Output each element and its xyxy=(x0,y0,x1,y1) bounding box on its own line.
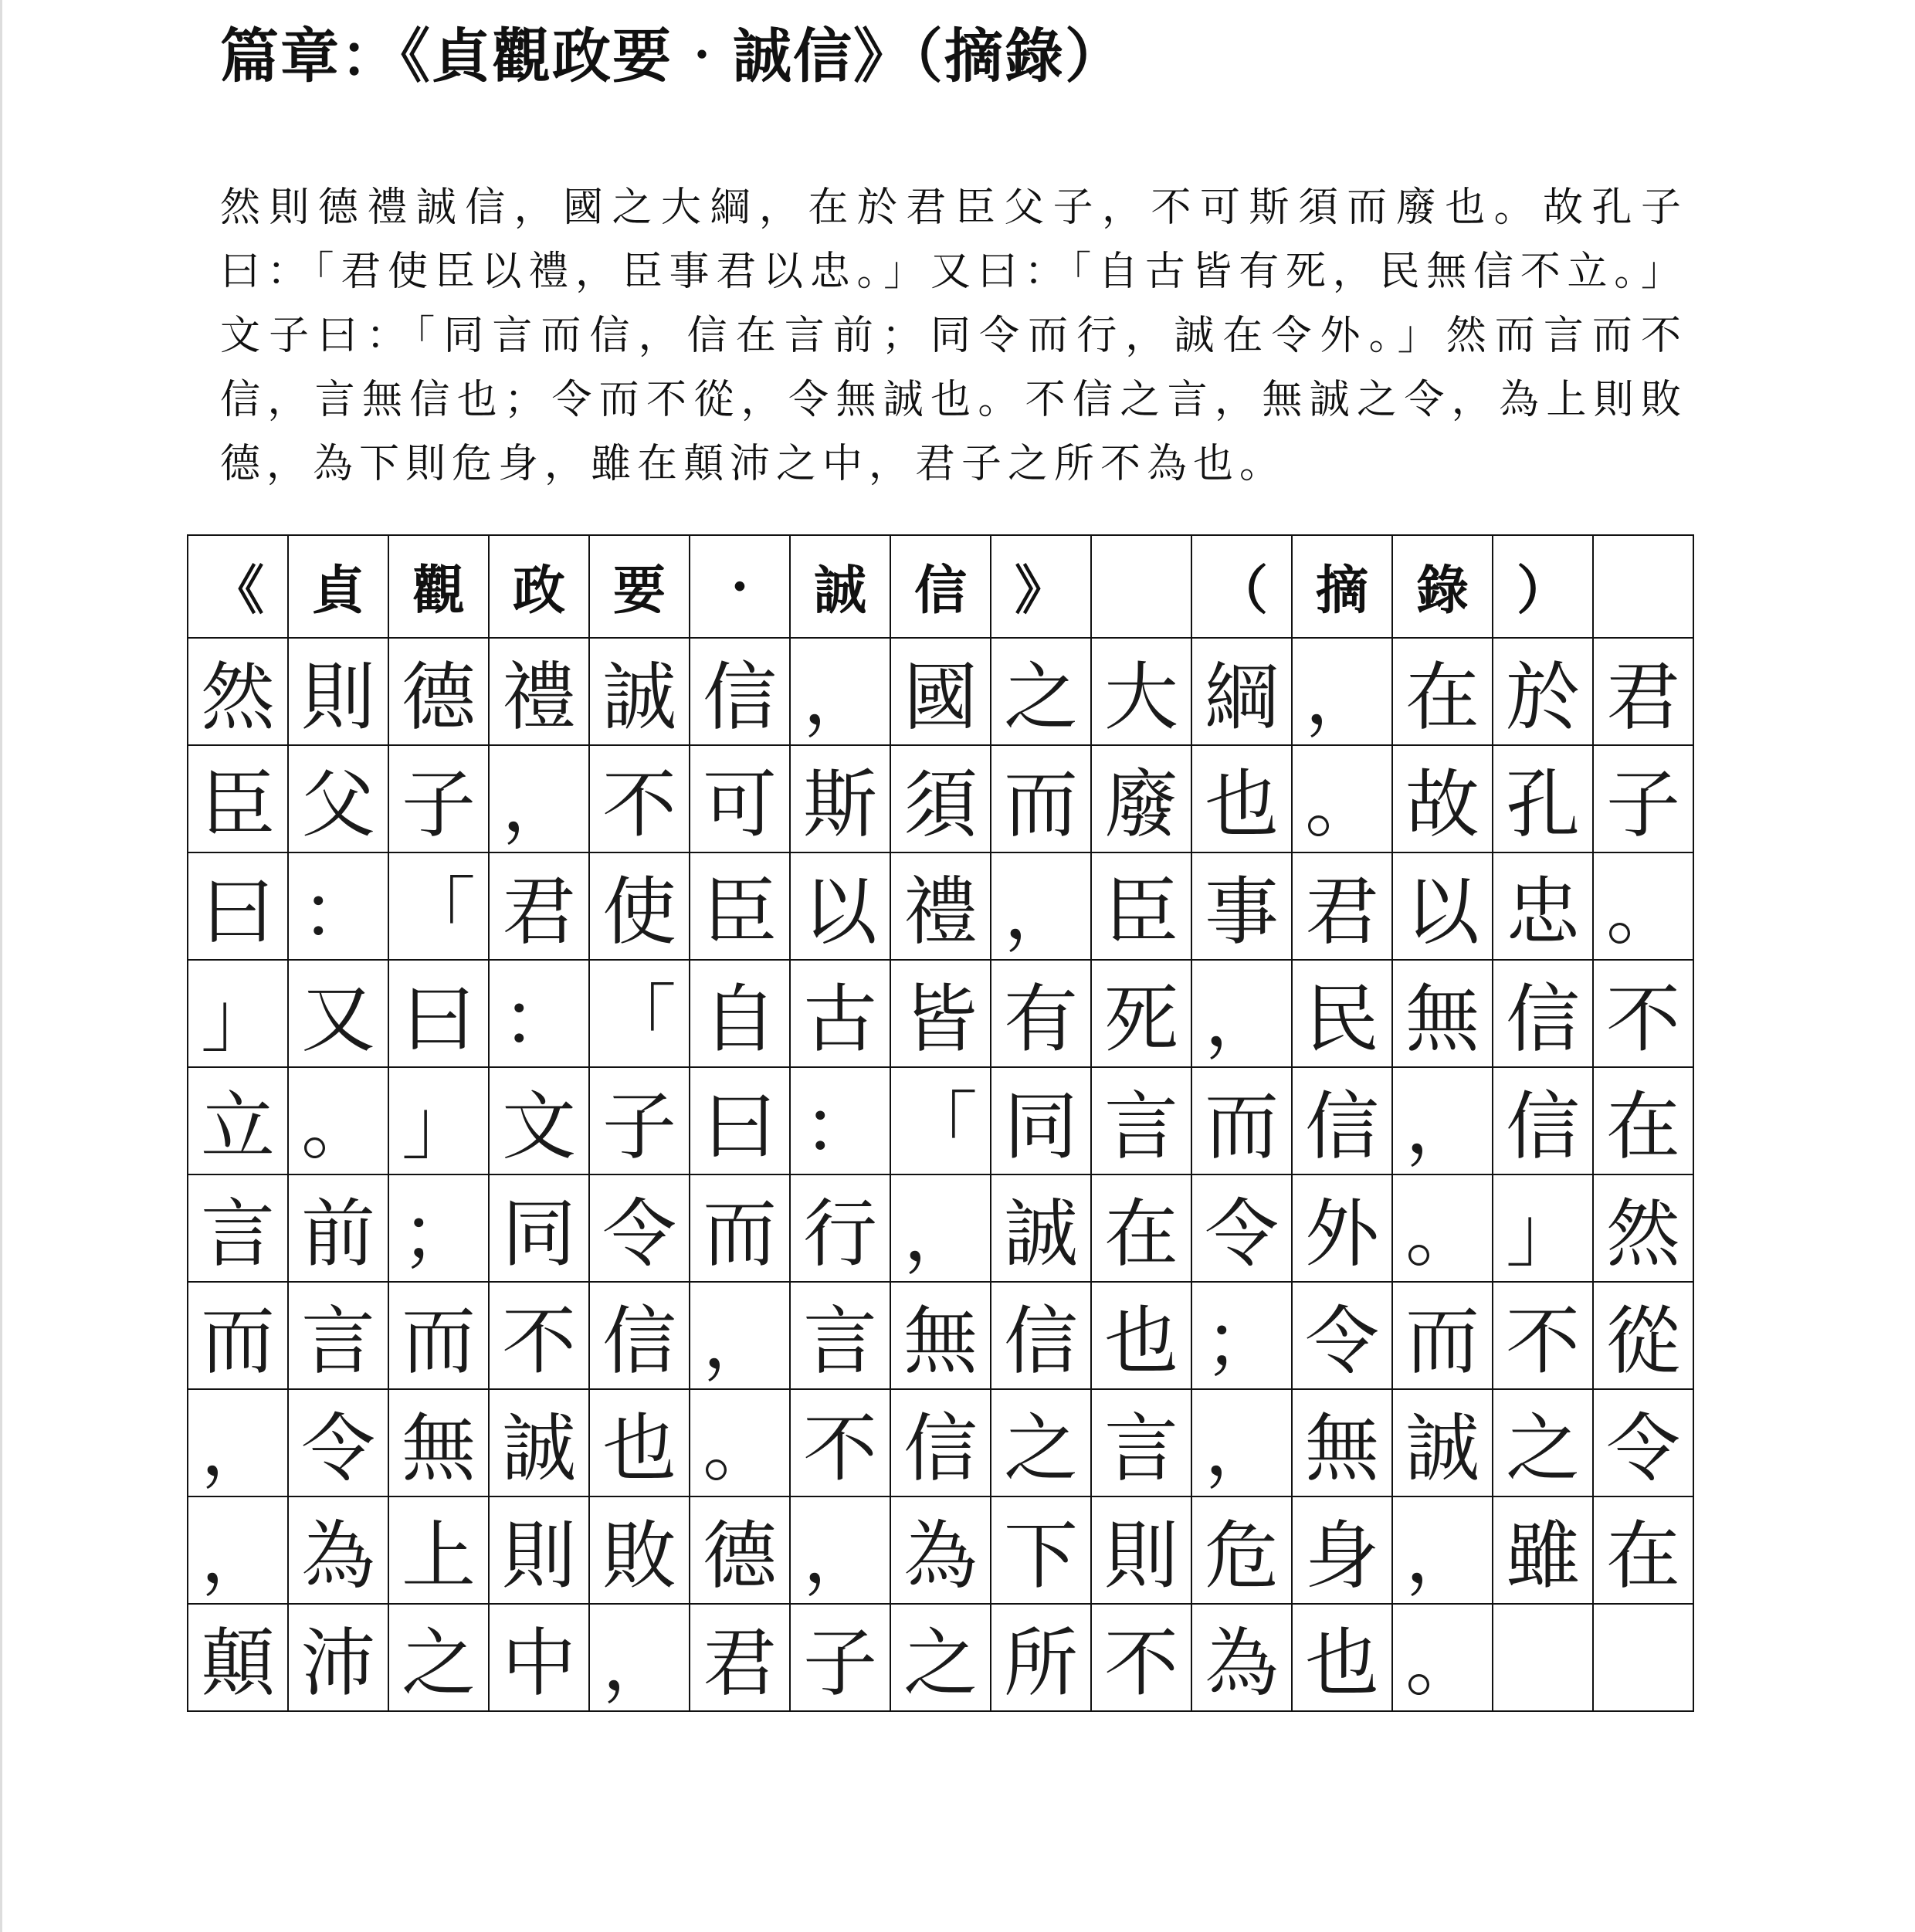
grid-cell: 則 xyxy=(489,1496,589,1604)
grid-header-cell: 摘 xyxy=(1292,535,1392,638)
grid-cell: ； xyxy=(1191,1282,1292,1389)
grid-cell: 同 xyxy=(991,1067,1091,1174)
grid-cell: 民 xyxy=(1292,960,1392,1067)
grid-cell: 也 xyxy=(1091,1282,1191,1389)
grid-cell: 禮 xyxy=(489,638,589,745)
grid-header-cell: 要 xyxy=(589,535,690,638)
grid-cell: 。 xyxy=(1392,1174,1493,1282)
grid-cell: 德 xyxy=(388,638,489,745)
grid-cell: 身 xyxy=(1292,1496,1392,1604)
grid-cell: 敗 xyxy=(589,1496,690,1604)
passage-text: 然則德禮誠信，國之大綱，在於君臣父子，不可斯須而廢也。故孔子曰：「君使臣以禮，臣事君以忠。」又曰：「自古皆有死，民無信不立。」文子曰：「同言而信，信在言前；同令而行，誠在令外。」然而言而不信，言無信也；令而不從，令無誠也。不信之言，無誠之令，為上則敗德，為下則危身，雖在顛沛之中，君子之所不為也。 xyxy=(220,185,1687,487)
grid-cell: 顛 xyxy=(188,1604,288,1711)
grid-cell: 」 xyxy=(188,960,288,1067)
grid-row xyxy=(188,638,1693,745)
grid-cell: ， xyxy=(1191,960,1292,1067)
grid-cell: 誠 xyxy=(1392,1389,1493,1496)
grid-cell: 以 xyxy=(1392,852,1493,960)
grid-cell: 「 xyxy=(589,960,690,1067)
grid-cell: 死 xyxy=(1091,960,1191,1067)
grid-row xyxy=(188,1174,1693,1282)
grid-cell: 在 xyxy=(1392,638,1493,745)
grid-cell: 」 xyxy=(388,1067,489,1174)
grid-cell: 誠 xyxy=(589,638,690,745)
grid-cell: 德 xyxy=(690,1496,790,1604)
grid-cell: 無 xyxy=(388,1389,489,1496)
grid-cell: 之 xyxy=(1493,1389,1593,1496)
grid-cell: 君 xyxy=(1292,852,1392,960)
grid-cell: 「 xyxy=(388,852,489,960)
grid-cell: 無 xyxy=(1292,1389,1392,1496)
grid-header-row xyxy=(188,535,1693,638)
grid-header-cell: （ xyxy=(1191,535,1292,638)
grid-cell: ， xyxy=(1191,1389,1292,1496)
grid-cell: 立 xyxy=(188,1067,288,1174)
grid-header-cell: 觀 xyxy=(388,535,489,638)
grid-cell: 上 xyxy=(388,1496,489,1604)
grid-cell: ； xyxy=(388,1174,489,1282)
grid-cell: ， xyxy=(790,1496,890,1604)
grid-row xyxy=(188,852,1693,960)
grid-cell: 信 xyxy=(890,1389,991,1496)
grid-cell: 言 xyxy=(1091,1067,1191,1174)
grid-cell: ， xyxy=(890,1174,991,1282)
grid-cell: 子 xyxy=(589,1067,690,1174)
grid-cell: 而 xyxy=(1392,1282,1493,1389)
grid-cell: 而 xyxy=(188,1282,288,1389)
grid-cell: 不 xyxy=(489,1282,589,1389)
grid-cell: 又 xyxy=(288,960,388,1067)
grid-header-cell xyxy=(1091,535,1191,638)
grid-cell xyxy=(1493,1604,1593,1711)
grid-cell: 言 xyxy=(790,1282,890,1389)
grid-cell: 臣 xyxy=(188,745,288,852)
writing-grid xyxy=(187,534,1694,1712)
grid-cell: 臣 xyxy=(690,852,790,960)
grid-row xyxy=(188,1496,1693,1604)
grid-cell: 言 xyxy=(188,1174,288,1282)
grid-cell: 曰 xyxy=(690,1067,790,1174)
grid-cell: 。 xyxy=(1392,1604,1493,1711)
grid-cell: 然 xyxy=(188,638,288,745)
grid-cell: 在 xyxy=(1593,1496,1693,1604)
grid-cell: 也 xyxy=(1292,1604,1392,1711)
grid-cell: 行 xyxy=(790,1174,890,1282)
grid-cell: 為 xyxy=(890,1496,991,1604)
grid-cell: ， xyxy=(790,638,890,745)
grid-row xyxy=(188,1389,1693,1496)
grid-cell: 大 xyxy=(1091,638,1191,745)
grid-cell: 信 xyxy=(690,638,790,745)
grid-cell: 自 xyxy=(690,960,790,1067)
grid-row xyxy=(188,1067,1693,1174)
grid-cell: 所 xyxy=(991,1604,1091,1711)
grid-cell: 信 xyxy=(1292,1067,1392,1174)
grid-cell: 信 xyxy=(1493,960,1593,1067)
grid-header-cell: 》 xyxy=(991,535,1091,638)
grid-cell: 。 xyxy=(1593,852,1693,960)
grid-cell: 故 xyxy=(1392,745,1493,852)
grid-cell: 信 xyxy=(1493,1067,1593,1174)
grid-cell: 孔 xyxy=(1493,745,1593,852)
grid-cell: 事 xyxy=(1191,852,1292,960)
grid-cell: 信 xyxy=(589,1282,690,1389)
grid-cell: ， xyxy=(188,1496,288,1604)
grid-cell: ： xyxy=(489,960,589,1067)
grid-header-cell: ） xyxy=(1493,535,1593,638)
grid-cell: 前 xyxy=(288,1174,388,1282)
grid-cell: 古 xyxy=(790,960,890,1067)
grid-cell: 「 xyxy=(890,1067,991,1174)
grid-cell: 禮 xyxy=(890,852,991,960)
grid-cell: 同 xyxy=(489,1174,589,1282)
grid-cell: 於 xyxy=(1493,638,1593,745)
grid-cell: ： xyxy=(288,852,388,960)
grid-header-cell: 政 xyxy=(489,535,589,638)
grid-header-cell: 《 xyxy=(188,535,288,638)
grid-cell: 為 xyxy=(288,1496,388,1604)
grid-cell: ， xyxy=(991,852,1091,960)
grid-cell: 君 xyxy=(690,1604,790,1711)
grid-header-cell: 錄 xyxy=(1392,535,1493,638)
grid-cell: ， xyxy=(489,745,589,852)
grid-cell: ， xyxy=(690,1282,790,1389)
grid-cell: 無 xyxy=(890,1282,991,1389)
grid-cell: 在 xyxy=(1593,1067,1693,1174)
grid-cell: 君 xyxy=(489,852,589,960)
grid-cell: 。 xyxy=(690,1389,790,1496)
grid-cell: ， xyxy=(1292,638,1392,745)
grid-cell: 子 xyxy=(790,1604,890,1711)
grid-cell: 廢 xyxy=(1091,745,1191,852)
grid-cell: 綱 xyxy=(1191,638,1292,745)
grid-row xyxy=(188,1604,1693,1711)
grid-cell: 使 xyxy=(589,852,690,960)
grid-cell: 之 xyxy=(890,1604,991,1711)
grid-cell: 曰 xyxy=(188,852,288,960)
grid-cell: 。 xyxy=(1292,745,1392,852)
grid-header-cell: 信 xyxy=(890,535,991,638)
grid-cell: 之 xyxy=(991,638,1091,745)
grid-cell: 也 xyxy=(589,1389,690,1496)
grid-cell: 也 xyxy=(1191,745,1292,852)
grid-cell: 則 xyxy=(1091,1496,1191,1604)
grid-cell: 下 xyxy=(991,1496,1091,1604)
grid-cell: 國 xyxy=(890,638,991,745)
grid-cell: 為 xyxy=(1191,1604,1292,1711)
grid-cell: 之 xyxy=(991,1389,1091,1496)
grid-cell: 。 xyxy=(288,1067,388,1174)
grid-cell: ， xyxy=(1392,1496,1493,1604)
grid-cell: 之 xyxy=(388,1604,489,1711)
grid-header-cell: · xyxy=(690,535,790,638)
grid-cell: 有 xyxy=(991,960,1091,1067)
grid-cell: 皆 xyxy=(890,960,991,1067)
grid-cell: ， xyxy=(589,1604,690,1711)
grid-cell xyxy=(1593,1604,1693,1711)
page-edge-rule xyxy=(0,0,2,1932)
grid-cell: 斯 xyxy=(790,745,890,852)
grid-cell: 誠 xyxy=(991,1174,1091,1282)
grid-cell: 從 xyxy=(1593,1282,1693,1389)
grid-cell: ： xyxy=(790,1067,890,1174)
grid-header-cell: 誠 xyxy=(790,535,890,638)
grid-cell: 中 xyxy=(489,1604,589,1711)
grid-cell: 誠 xyxy=(489,1389,589,1496)
grid-header-cell xyxy=(1593,535,1693,638)
grid-cell: 而 xyxy=(991,745,1091,852)
grid-cell: 以 xyxy=(790,852,890,960)
grid-cell: 臣 xyxy=(1091,852,1191,960)
grid-cell: 父 xyxy=(288,745,388,852)
grid-cell: 危 xyxy=(1191,1496,1292,1604)
grid-cell: 則 xyxy=(288,638,388,745)
grid-cell: 曰 xyxy=(388,960,489,1067)
grid-header-cell: 貞 xyxy=(288,535,388,638)
grid-cell: 不 xyxy=(589,745,690,852)
grid-cell: 令 xyxy=(1191,1174,1292,1282)
grid-cell: 令 xyxy=(288,1389,388,1496)
grid-cell: 須 xyxy=(890,745,991,852)
grid-cell: 不 xyxy=(1593,960,1693,1067)
grid-cell: 無 xyxy=(1392,960,1493,1067)
grid-row xyxy=(188,960,1693,1067)
grid-row xyxy=(188,1282,1693,1389)
grid-cell: 信 xyxy=(991,1282,1091,1389)
grid-cell: 忠 xyxy=(1493,852,1593,960)
grid-cell: 不 xyxy=(1091,1604,1191,1711)
grid-cell: 言 xyxy=(288,1282,388,1389)
grid-cell: 不 xyxy=(790,1389,890,1496)
grid-cell: ， xyxy=(1392,1067,1493,1174)
grid-cell: 而 xyxy=(1191,1067,1292,1174)
grid-cell: 雖 xyxy=(1493,1496,1593,1604)
grid-cell: 文 xyxy=(489,1067,589,1174)
grid-cell: 令 xyxy=(1292,1282,1392,1389)
grid-cell: 令 xyxy=(589,1174,690,1282)
grid-cell: 而 xyxy=(388,1282,489,1389)
grid-cell: 」 xyxy=(1493,1174,1593,1282)
grid-cell: 不 xyxy=(1493,1282,1593,1389)
grid-cell: 而 xyxy=(690,1174,790,1282)
grid-row xyxy=(188,745,1693,852)
grid-cell: 君 xyxy=(1593,638,1693,745)
grid-cell: ， xyxy=(188,1389,288,1496)
grid-cell: 言 xyxy=(1091,1389,1191,1496)
grid-cell: 沛 xyxy=(288,1604,388,1711)
page-title: 篇章：《貞觀政要‧誠信》（摘錄） xyxy=(220,22,1125,90)
grid-cell: 子 xyxy=(1593,745,1693,852)
grid-cell: 子 xyxy=(388,745,489,852)
grid-cell: 在 xyxy=(1091,1174,1191,1282)
grid-cell: 令 xyxy=(1593,1389,1693,1496)
grid-cell: 外 xyxy=(1292,1174,1392,1282)
grid-cell: 可 xyxy=(690,745,790,852)
grid-cell: 然 xyxy=(1593,1174,1693,1282)
